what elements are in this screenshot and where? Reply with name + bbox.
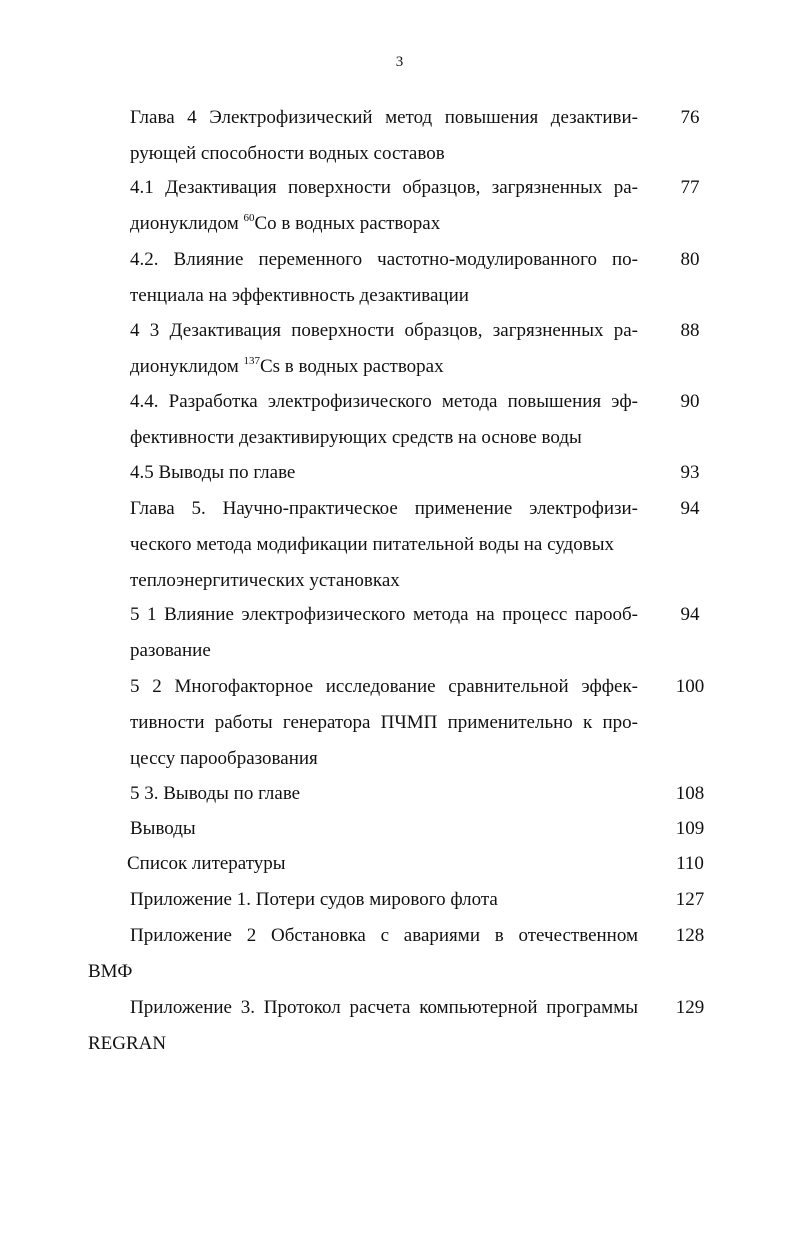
toc-line: разование <box>130 640 211 661</box>
toc-line: Глава 5. Научно-практическое применение электрофизи- <box>130 498 638 519</box>
toc-line: Приложение 1. Потери судов мирового флота <box>130 889 498 910</box>
toc-page-number: 94 <box>680 498 700 519</box>
toc-page-number: 77 <box>680 177 700 198</box>
toc-entry <box>0 244 799 316</box>
toc-page-number: 88 <box>680 320 700 341</box>
toc-line <box>130 351 444 383</box>
toc-page-number: 94 <box>680 604 700 625</box>
toc-line: 4 3 Дезактивация поверхности образцов, загрязненных ра- <box>130 320 638 341</box>
toc-page-number: 110 <box>676 853 704 874</box>
isotope-mass-number: 137 <box>243 355 260 367</box>
toc-page-number: 128 <box>675 925 705 946</box>
toc-line: фективности дезактивирующих средств на основе воды <box>130 427 582 448</box>
toc-page-number: 90 <box>680 391 700 412</box>
toc-entry <box>0 920 799 992</box>
toc-line: 4.5 Выводы по главе <box>130 462 296 483</box>
toc-page-number: 76 <box>680 107 700 128</box>
toc-entry <box>0 778 799 814</box>
toc-line: ВМФ <box>88 961 133 982</box>
toc-entry <box>0 813 799 849</box>
toc-entry <box>0 172 799 244</box>
toc-line: 5 2 Многофакторное исследование сравнительной эффек- <box>130 676 638 697</box>
toc-page-number: 108 <box>675 783 705 804</box>
toc-line: Глава 4 Электрофизический метод повышения дезактиви- <box>130 107 638 128</box>
toc-page-number: 127 <box>675 889 705 910</box>
toc-line: 4.1 Дезактивация поверхности образцов, загрязненных ра- <box>130 177 638 198</box>
toc-line: 5 1 Влияние электрофизического метода на процесс парооб- <box>130 604 638 625</box>
toc-line: цессу парообразования <box>130 748 318 769</box>
toc-entry <box>0 671 799 779</box>
page-number: 3 <box>395 54 404 70</box>
toc-entry <box>0 315 799 387</box>
toc-line <box>130 208 440 240</box>
toc-line: Приложение 2 Обстановка с авариями в отечественном <box>130 925 638 946</box>
toc-line: 5 3. Выводы по главе <box>130 783 301 804</box>
toc-line: тенциала на эффективность дезактивации <box>130 285 469 306</box>
toc-line: 4.2. Влияние переменного частотно-модулированного по- <box>130 249 638 270</box>
toc-line: Выводы <box>130 818 196 839</box>
toc-line: 4.4. Разработка электрофизического метода повышения эф- <box>130 391 638 412</box>
toc-page-number: 129 <box>675 997 705 1018</box>
toc-entry <box>0 457 799 493</box>
toc-line-text: дионуклидом <box>130 213 244 234</box>
toc-line-text: Co в водных растворах <box>254 213 441 234</box>
toc-line: REGRAN <box>88 1033 167 1054</box>
toc-entry <box>0 884 799 920</box>
toc-line: рующей способности водных составов <box>130 143 445 164</box>
toc-page-number: 100 <box>675 676 705 697</box>
toc-entry <box>0 992 799 1064</box>
toc-page-number: 80 <box>680 249 700 270</box>
toc-entry <box>0 599 799 671</box>
toc-line: Список литературы <box>127 853 286 874</box>
toc-page-number: 93 <box>680 462 700 483</box>
toc-entry <box>0 848 799 884</box>
toc-line: ческого метода модификации питательной воды на судовых <box>130 534 614 555</box>
toc-line-text: Cs в водных растворах <box>259 356 444 377</box>
isotope-mass-number: 60 <box>243 212 255 224</box>
toc-line-text: дионуклидом <box>130 356 244 377</box>
toc-page-number: 109 <box>675 818 705 839</box>
toc-line: тивности работы генератора ПЧМП применительно к про- <box>130 712 638 733</box>
toc-entry <box>0 386 799 458</box>
toc-entry <box>0 102 799 174</box>
toc-line: Приложение 3. Протокол расчета компьютерной программы <box>130 997 638 1018</box>
toc-line: теплоэнергитических установках <box>130 570 400 591</box>
toc-entry <box>0 493 799 601</box>
